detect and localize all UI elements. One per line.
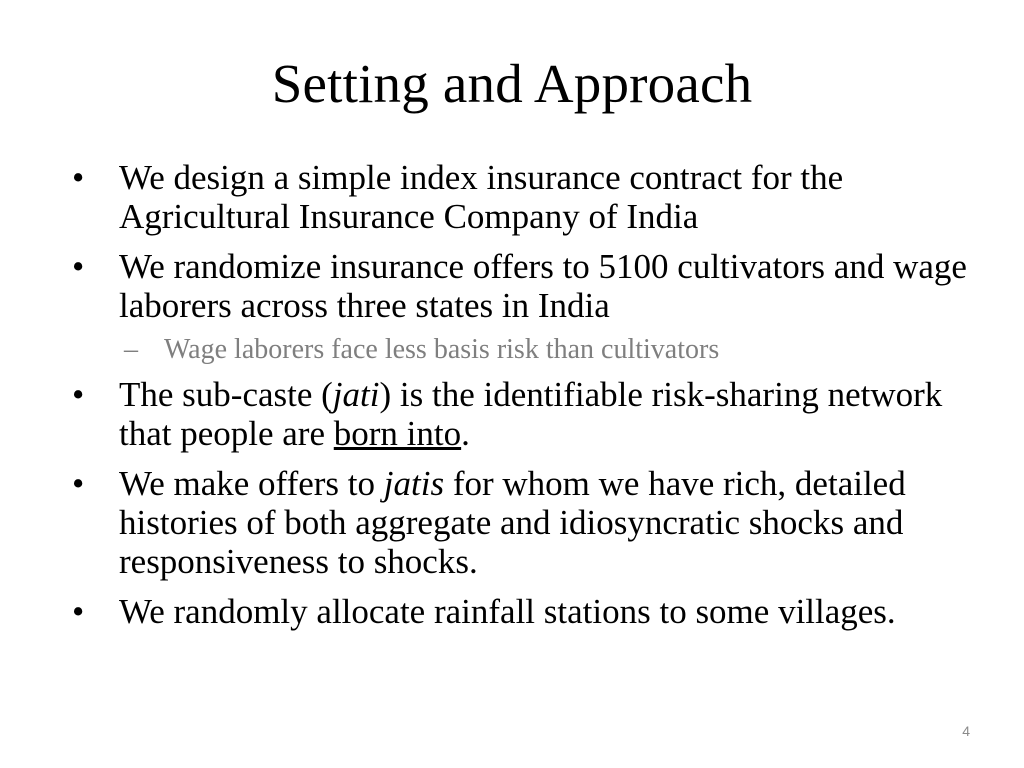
- bullet-underlined-term: born into: [333, 414, 462, 453]
- sub-bullet-text: Wage laborers face less basis risk than cultivators: [164, 334, 720, 365]
- bullet-item: [72, 158, 992, 236]
- dash-icon: –: [124, 334, 138, 365]
- bullet-text-part: The sub-caste (: [119, 375, 333, 414]
- bullet-text-part: We make offers to: [119, 464, 384, 503]
- bullet-dot-icon: •: [72, 592, 85, 631]
- bullet-dot-icon: •: [72, 464, 85, 503]
- bullet-dot-icon: •: [72, 158, 85, 197]
- bullet-text-part: .: [461, 414, 470, 453]
- bullet-list: [72, 158, 992, 642]
- bullet-item: [72, 464, 992, 581]
- page-number: 4: [962, 723, 970, 739]
- bullet-italic-term: jatis: [383, 464, 445, 503]
- bullet-item: [72, 375, 992, 453]
- bullet-dot-icon: •: [72, 247, 85, 286]
- sub-bullet-item: [72, 333, 992, 367]
- slide-title: Setting and Approach: [271, 53, 753, 114]
- bullet-dot-icon: •: [72, 375, 85, 414]
- bullet-text: We randomly allocate rainfall stations to some villages.: [119, 592, 896, 631]
- bullet-text-part: ) is the identifiable risk-sharing network that people are: [119, 375, 943, 453]
- bullet-italic-term: jati: [332, 375, 380, 414]
- bullet-text: We design a simple index insurance contract for the Agricultural Insurance Company of India: [119, 158, 844, 236]
- bullet-item: [72, 247, 992, 325]
- bullet-item: [72, 592, 992, 631]
- bullet-text-part: for whom we have rich, detailed histories of both aggregate and idiosyncratic shocks and responsiveness to shocks.: [119, 464, 906, 581]
- bullet-text: We randomize insurance offers to 5100 cultivators and wage laborers across three states in India: [119, 247, 967, 325]
